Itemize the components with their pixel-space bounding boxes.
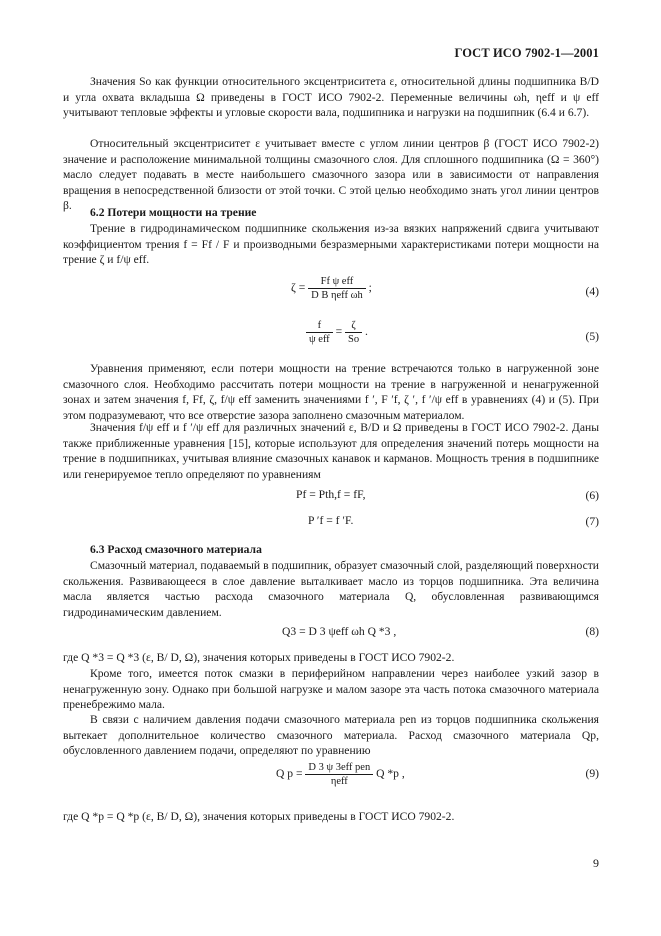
paragraph-so-values: Значения So как функции относительного эксцентриситета ε, относительной длины подшипника B/D и угла охвата вкладыша Ω приведены в ГОСТ ИСО 7902-2. Переменные величины ωh, ηeff и ψ eff учитывают тепловые эффекты и угловые скорости вала, подшипника и нагрузки на подшипник (6.4 и 6.7). <box>63 75 599 120</box>
equation-6: Pf = Pth,f = fF, <box>296 488 366 501</box>
equation-5: $\frac{f}{\text{ψ eff}}$ = $\frac{\zeta}{So}$ . <box>306 320 368 345</box>
paragraph-lubricant: Смазочный материал, подаваемый в подшипник, образует смазочный слой, разделяющий поверхности скольжения. Развивающееся в слое давление выталкивает масло из торцов подшипника. Эта величина масла является частью расхода смазочного материала Q, обусловленная развивающимся гидродинамическим давлением. <box>63 559 599 619</box>
paragraph-supply-pressure: В связи с наличием давления подачи смазочного материала pen из торцов подшипника скольжения вытекает дополнительное количество смазочного материала. Расход смазочного материала Qp, обусловленного давлением подачи, определяют по уравнению <box>63 713 599 758</box>
paragraph-friction: Трение в гидродинамическом подшипнике скольжения из-за вязких напряжений сдвига учитывают коэффициентом трения f = Ff / F и производными безразмерными характеристиками потери мощности на трение ζ и f/ψ eff. <box>63 222 599 267</box>
paragraph-equations-apply: Уравнения применяют, если потери мощности на трение встречаются только в нагруженной зоне смазочного слоя. Необходимо рассчитать потери мощности на трение в нагруженной и ненагруженной зонах и затем значения f, Ff, ζ, f/ψ eff заменить значениями f ′, F ′f, ζ ′, f ′/ψ eff в уравнениях (4) и (5). При этом подразумевают, что все отверстие зазора заполнено смазочным материалом. <box>63 362 599 422</box>
paragraph-values-f-psi: Значения f/ψ eff и f ′/ψ eff для различных значений ε, B/D и Ω приведены в ГОСТ ИСО 7902-2. Даны также приближенные уравнения [15], которые используют для определения значений потерь мощности на трение в подшипниках, учитывая влияние смазочных канавок и карманов. Мощность трения в подшипнике или генерируемое тепло определяют по уравнениям <box>63 421 599 481</box>
equation-number-8: (8) <box>585 625 599 638</box>
equation-number-9: (9) <box>585 767 599 780</box>
equation-8: Q3 = D 3 ψeff ωh Q *3 , <box>282 625 397 638</box>
equation-4: ζ = $\frac{\text{Ff ψ eff}}{\text{D B ηeff ωh}}$ ; <box>291 276 372 301</box>
equation-7: P ′f = f ′F. <box>308 514 354 527</box>
equation-number-5: (5) <box>585 330 599 343</box>
section-heading-6-3: 6.3 Расход смазочного материала <box>90 543 262 556</box>
paragraph-peripheral-flow: Кроме того, имеется поток смазки в периферийном направлении через наиболее узкий зазор в ненагруженную зону. Однако при большой нагрузке и малом зазоре эта часть потока смазочного материала пренебрежимо мала. <box>63 667 599 712</box>
paragraph-where-q3: где Q *3 = Q *3 (ε, B/ D, Ω), значения которых приведены в ГОСТ ИСО 7902-2. <box>63 651 455 664</box>
equation-number-7: (7) <box>585 515 599 528</box>
paragraph-eccentricity: Относительный эксцентриситет ε учитывает вместе с углом линии центров β (ГОСТ ИСО 7902-2) значение и расположение минимальной толщины смазочного слоя. Для сплошного подшипника (Ω = 360°) масло следует подавать в месте наибольшего смазочного зазора или в зависимости от направления вращения в непосредственной близости от этой точки. С этой целью необходимо знать угол линии центров β. <box>63 137 599 213</box>
page-number: 9 <box>593 856 599 870</box>
equation-9: Q p = $\frac{\text{D 3 ψ 3eff pen}}{\text{ηeff}}$ Q *p , <box>276 762 405 787</box>
document-header: ГОСТ ИСО 7902-1—2001 <box>454 46 599 60</box>
equation-number-4: (4) <box>585 285 599 298</box>
equation-number-6: (6) <box>585 489 599 502</box>
section-heading-6-2: 6.2 Потери мощности на трение <box>90 206 257 219</box>
paragraph-where-qp: где Q *p = Q *p (ε, B/ D, Ω), значения которых приведены в ГОСТ ИСО 7902-2. <box>63 810 455 823</box>
